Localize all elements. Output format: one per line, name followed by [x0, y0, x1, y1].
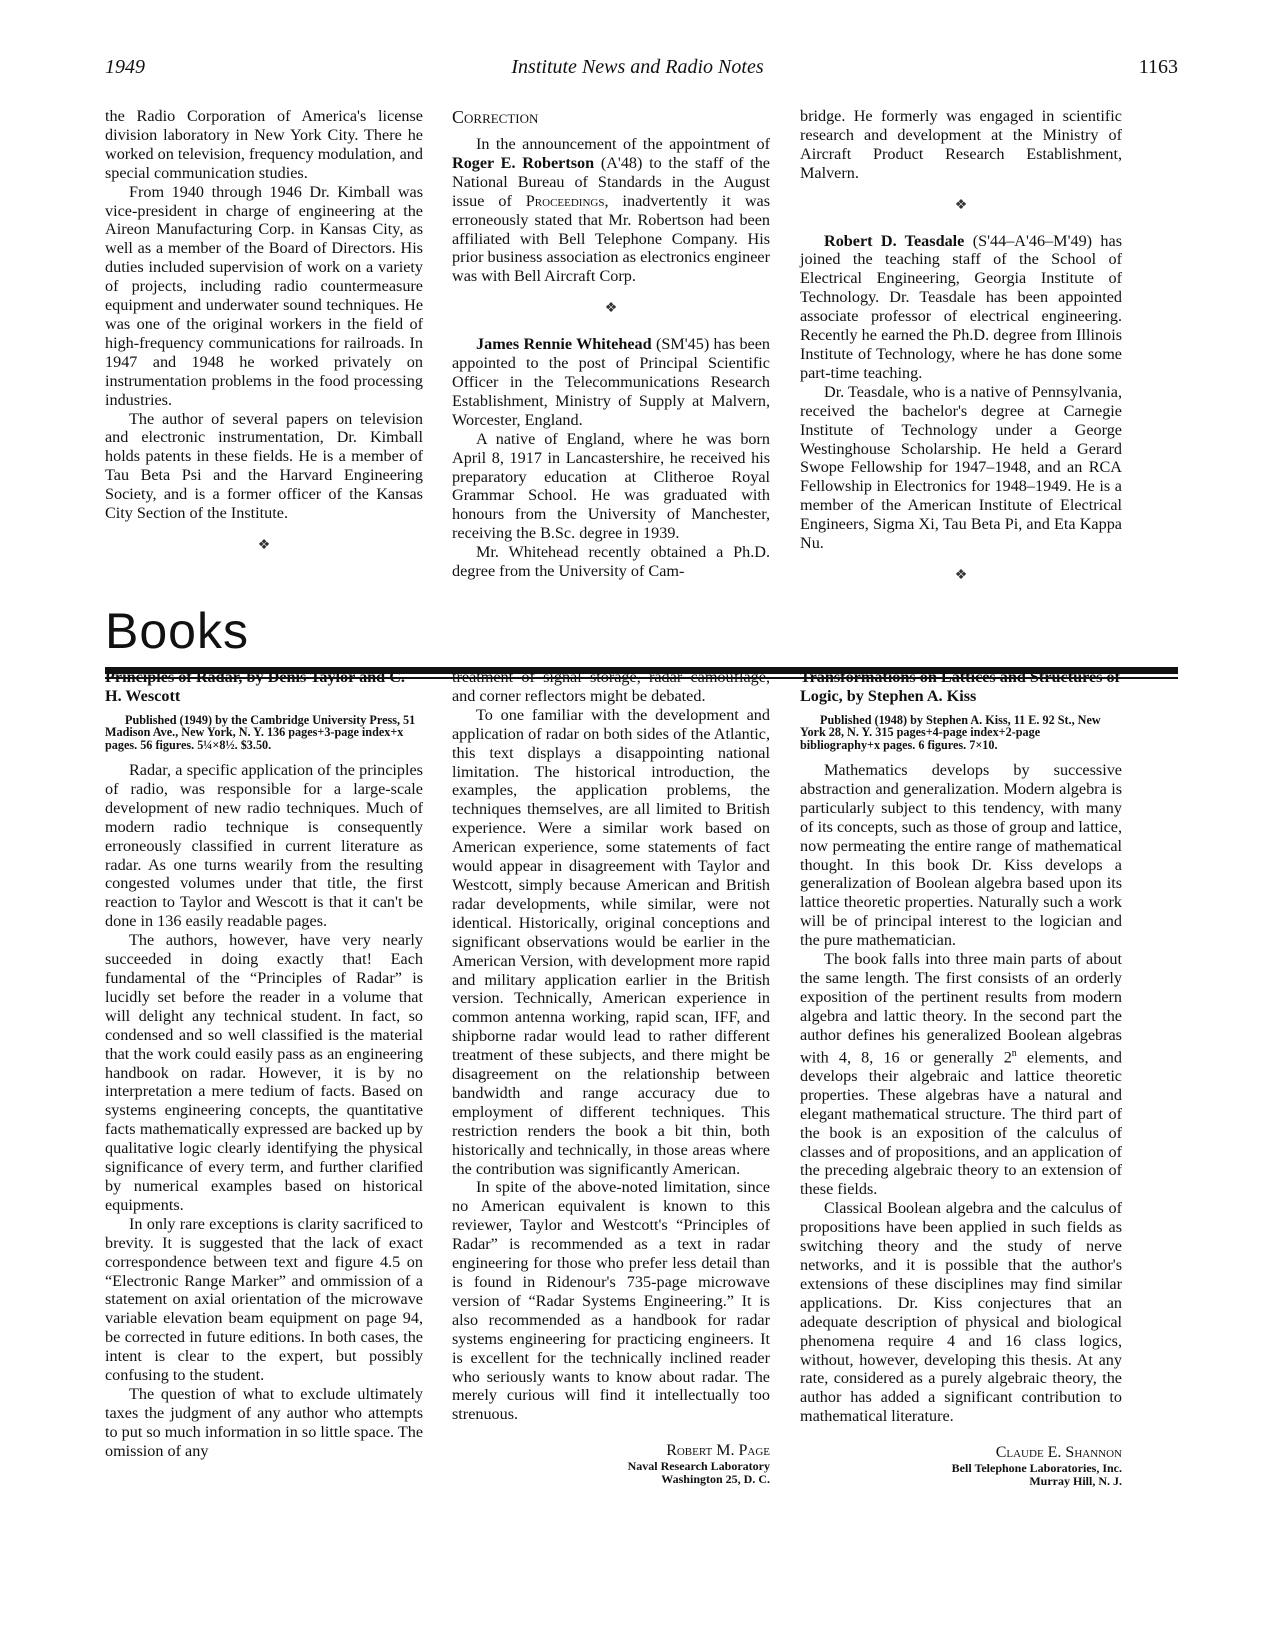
correction-heading: Correction: [452, 107, 539, 127]
books-section-heading: Books: [105, 603, 249, 659]
review-radar-paragraph-4: The question of what to exclude ultimately taxes the judgment of any author who attempts to put so much information in so little space. The omission of any: [105, 1384, 424, 1460]
reviewer-name: Robert M. Page: [666, 1442, 770, 1460]
reviewer-affiliation: Naval Research Laboratory: [627, 1459, 770, 1474]
review-radar-paragraph-1: Radar, a specific application of the principles of radio, was responsible for a large-scale development of new radio techniques. Much of modern radio technique is consequently erroneously classified in current literature as radar. As one turns wearily from the resulting congested volumes under that title, the first reaction to Taylor and Wescott is that it can't be done in 136 easily readable pages.: [105, 761, 423, 931]
correction-paragraph: In the announcement of the appointment of Roger E. Robertson (A'48) to the staff of the National Bureau of Standards in the August issue of Proceedings, inadvertently it was erroneously stated that Mr. Robertson had been affiliated with Bell Telephone Company. His prior business association as electronics engineer was with Bell Aircraft Corp.: [452, 135, 770, 286]
review-lattices-signature: [800, 1444, 1122, 1487]
review-lattices-paragraph-2: The book falls into three main parts of about the same length. The first consists of an orderly exposition of the pertinent results from modern algebra and lattic theory. In the second part the author defines his generalized Boolean algebras with 4, 8, 16 or generally 2$^n$ elements, and develops their algebraic and lattice theoretic properties. These algebras have a natural and elegant mathematical structure. The third part of the book is an exposition of the calculus of classes and of propositions, and an application of the preceding algebraic theory to an extension of these fields.: [800, 950, 1122, 1199]
header-title: Institute News and Radio Notes: [511, 56, 764, 78]
exponent: n: [1011, 1047, 1017, 1059]
teasdale-paragraph-1: Robert D. Teasdale (S'44–A'46–M'49) has joined the teaching staff of the School of Electrical Engineering, Georgia Institute of Technology. Dr. Teasdale has been appointed associate professor of electrical engineering. Recently he earned the Ph.D. degree from Illinois Institute of Technology, where he has done some part-time teaching.: [800, 231, 1122, 382]
review-radar-part-2: [452, 668, 770, 1485]
page-number: 1163: [1138, 56, 1178, 78]
review-radar-publication: Published (1949) by the Cambridge University Press, 51 Madison Ave., New York, N. Y. 136 pages+3-page index+x pages. 56 figures. 5¼×8½. $3.50.: [105, 712, 416, 752]
teasdale-name: Robert D. Teasdale: [824, 231, 965, 250]
news-column-2: [452, 107, 770, 581]
review-lattices: [800, 668, 1122, 1487]
review-radar-paragraph-3: In only rare exceptions is clarity sacrificed to brevity. It is suggested that the lack of exact correspondence between text and figure 4.5 on “Electronic Range Marker” and ommission of a statement on axial orientation of the microwave variable elevation beam equipment on page 94, be corrected in future editions. In both cases, the intent is clear to the expert, but possibly confusing to the student.: [105, 1214, 423, 1385]
teasdale-paragraph-2: Dr. Teasdale, who is a native of Pennsylvania, received the bachelor's degree at Carnegie Institute of Technology under a George Westinghouse Scholarship. He held a Gerard Swope Fellowship for 1947–1948, and an RCA Fellowship in Electronics for 1948–1949. He is a member of the American Institute of Electrical Engineers, Sigma Xi, Tau Beta Pi, and Eta Kappa Nu.: [800, 382, 1122, 553]
review-radar-paragraph-2: The authors, however, have very nearly succeeded in doing exactly that! Each fundamental of the “Principles of Radar” is lucidly set before the reader in a volume that will delight any technical student. In fact, so condensed and so well classified is the material that the work could easily pass as an engineering handbook on radar. However, it is by no interpretation a mere tedium of facts. Based on systems engineering concepts, the quantitative facts mathematically expressed are backed up by qualitative logic clearly identifying the physical significance of every term, and further clarified by numerical examples based on historical equipments.: [105, 931, 423, 1214]
review-lattices-title: Transformations on Lattices and Structures of Logic, by Stephen A. Kiss: [800, 668, 1120, 705]
ornament-divider: ❖: [954, 197, 968, 213]
whitehead-continued: bridge. He formerly was engaged in scientific research and development at the Ministry of Aircraft Product Research Establishment, Malvern.: [800, 107, 1122, 182]
review-lattices-paragraph-3: Classical Boolean algebra and the calculus of propositions have been applied in such fields as switching theory and the study of nerve networks, and it is possible that the author's extensions of these disciplines may find similar applications. Dr. Kiss conjectures that an adequate description of physical and biological phenomena require 4 and 16 class logics, without, however, developing this thesis. At any rate, considered as a purely algebraic theory, the author has added a significant contribution to mathematical literature.: [800, 1199, 1122, 1426]
header-year: 1949: [105, 56, 145, 78]
whitehead-paragraph-3: Mr. Whitehead recently obtained a Ph.D. degree from the University of Cam-: [452, 543, 770, 581]
news-column-3: [800, 107, 1122, 602]
review-lattices-paragraph-1: Mathematics develops by successive abstraction and generalization. Modern algebra is particularly subject to this tendency, with many of its concepts, such as those of group and lattice, now permeating the entire range of mathematical thought. In this book Dr. Kiss develops a generalization of Boolean algebra based upon its lattice theoretic properties. Naturally such a work will be of principal interest to the logician and the pure mathematician.: [800, 761, 1122, 950]
review-radar-paragraph-6: To one familiar with the development and application of radar on both sides of the Atlantic, this text displays a disappointing national limitation. The historical introduction, the examples, the application problems, the techniques themselves, are all limited to British experience. Were a similar work based on American experience, some statements of fact would appear in disagreement with Taylor and Westcott, simply because American and British radar developments, while similar, were not identical. Historically, original conceptions and significant observations would be earlier in the American Version, with development more rapid and military application earlier in the British version. Technically, American experience in common antenna working, rapid scan, IFF, and shipborne radar would lead to rather different treatment of these subjects, and there might be disagreement on the relationship between bandwidth and range accuracy due to employment of different techniques. This restriction renders the book a bit thin, both historically and technically, in those areas where the contribution was significantly American.: [452, 705, 770, 1178]
review-radar-paragraph-7: In spite of the above-noted limitation, since no American equivalent is known to this reviewer, Taylor and Westcott's “Principles of Radar” is recommended as a text in radar engineering for those who prefer less detail than is found in Ridenour's 735-page microwave version of “Radar Systems Engineering.” It is also recommended as a handbook for radar systems engineering for practicing engineers. It is excellent for the technically inclined reader who seriously wants to know about radar. The merely curious will find it intellectually too strenuous.: [452, 1178, 770, 1424]
reviewer-name: Claude E. Shannon: [995, 1444, 1122, 1462]
whitehead-name: James Rennie Whitehead: [476, 335, 652, 354]
proceedings-title: Proceedings: [525, 191, 605, 210]
news-column-1: [105, 107, 423, 572]
review-lattices-publication: Published (1948) by Stephen A. Kiss, 11 E. 92 St., New York 28, N. Y. 315 pages+4-page index+2-page bibliography+x pages. 6 figures. 7×10.: [800, 712, 1101, 752]
ornament-divider: ❖: [954, 567, 968, 583]
review-radar-part-1: [105, 668, 423, 1461]
reviewer-affiliation: Bell Telephone Laboratories, Inc.: [951, 1461, 1122, 1476]
review-radar-paragraph-5: treatment of signal storage, radar camouflage, and corner reflectors might be debated.: [452, 668, 770, 705]
review-radar-title: Principles of Radar, by Denis Taylor and C. H. Wescott: [105, 668, 405, 705]
reviewer-location: Murray Hill, N. J.: [1029, 1473, 1122, 1488]
kimball-paragraph-3: The author of several papers on television and electronic instrumentation, Dr. Kimball holds patents in these fields. He is a member of Tau Beta Psi and the Harvard Engineering Society, and is a former officer of the Kansas City Section of the Institute.: [105, 409, 423, 523]
ornament-divider: ❖: [257, 537, 271, 553]
whitehead-paragraph-2: A native of England, where he was born April 8, 1917 in Lancastershire, he received his preparatory education at Clitheroe Royal Grammar School. He was graduated with honours from the University of Manchester, receiving the B.Sc. degree in 1939.: [452, 429, 770, 543]
ornament-divider: ❖: [604, 301, 618, 317]
reviewer-location: Washington 25, D. C.: [661, 1471, 770, 1486]
robertson-name: Roger E. Robertson: [452, 153, 595, 172]
kimball-paragraph-2: From 1940 through 1946 Dr. Kimball was vice-president in charge of engineering at the Aireon Manufacturing Corp. in Kansas City, as well as a member of the Board of Directors. His duties included supervision of work on a variety of projects, including radio countermeasure equipment and underwater sound techniques. He was one of the original workers in the field of high-frequency communications for railroads. In 1947 and 1948 he worked privately on instrumentation problems in the food processing industries.: [105, 182, 423, 409]
whitehead-paragraph-1: James Rennie Whitehead (SM'45) has been appointed to the post of Principal Scientific Officer in the Telecommunications Research Establishment, Ministry of Supply at Malvern, Worcester, England.: [452, 335, 770, 429]
kimball-paragraph-1: the Radio Corporation of America's license division laboratory in New York City. There he worked on television, frequency modulation, and special communication studies.: [105, 107, 423, 182]
review-radar-signature: [452, 1442, 770, 1485]
